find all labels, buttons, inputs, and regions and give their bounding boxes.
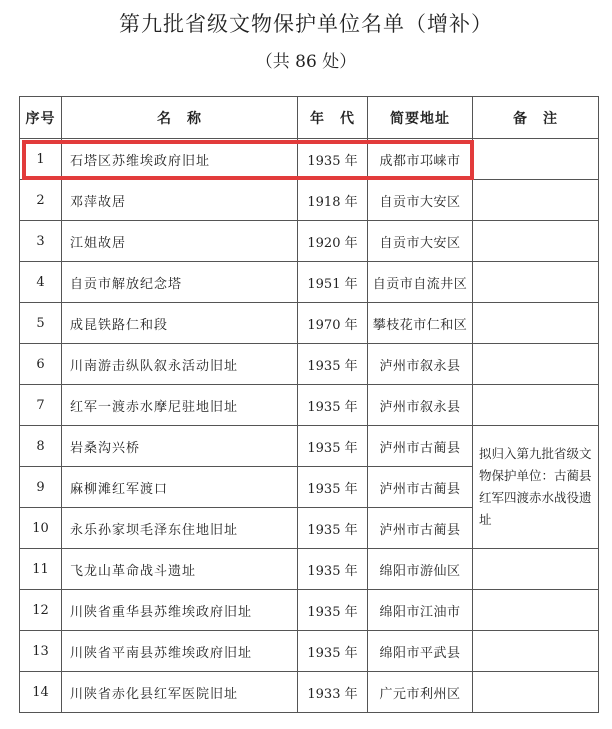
table-row bbox=[20, 590, 599, 631]
cell-no: 11 bbox=[20, 549, 62, 590]
cell-address: 泸州市古蔺县 bbox=[368, 467, 473, 508]
cell-name: 岩桑沟兴桥 bbox=[62, 426, 298, 467]
cell-year: 1935 年 bbox=[298, 344, 368, 385]
table-row bbox=[20, 631, 599, 672]
cell-address: 绵阳市江油市 bbox=[368, 590, 473, 631]
cell-year: 1935 年 bbox=[298, 590, 368, 631]
cell-no: 6 bbox=[20, 344, 62, 385]
header-year: 年 代 bbox=[298, 97, 368, 139]
cell-address: 攀枝花市仁和区 bbox=[368, 303, 473, 344]
header-address: 简要地址 bbox=[368, 97, 473, 139]
table-row bbox=[20, 139, 599, 180]
cell-address: 泸州市叙永县 bbox=[368, 344, 473, 385]
cell-name: 川陕省赤化县红军医院旧址 bbox=[62, 672, 298, 713]
table-row bbox=[20, 549, 599, 590]
cell-name: 川陕省重华县苏维埃政府旧址 bbox=[62, 590, 298, 631]
cell-year: 1935 年 bbox=[298, 549, 368, 590]
cell-address: 绵阳市平武县 bbox=[368, 631, 473, 672]
cell-address: 广元市利州区 bbox=[368, 672, 473, 713]
cell-no: 3 bbox=[20, 221, 62, 262]
cell-note bbox=[473, 262, 599, 303]
cell-no: 2 bbox=[20, 180, 62, 221]
cell-note bbox=[473, 385, 599, 426]
heritage-table bbox=[19, 96, 599, 713]
cell-name: 成昆铁路仁和段 bbox=[62, 303, 298, 344]
cell-address: 成都市邛崃市 bbox=[368, 139, 473, 180]
cell-address: 自贡市自流井区 bbox=[368, 262, 473, 303]
document-subtitle: （共 86 处） bbox=[255, 52, 357, 72]
cell-name: 石塔区苏维埃政府旧址 bbox=[62, 139, 298, 180]
cell-address: 自贡市大安区 bbox=[368, 221, 473, 262]
cell-no: 10 bbox=[20, 508, 62, 549]
cell-address: 泸州市叙永县 bbox=[368, 385, 473, 426]
cell-no: 14 bbox=[20, 672, 62, 713]
cell-no: 9 bbox=[20, 467, 62, 508]
cell-name: 川南游击纵队叙永活动旧址 bbox=[62, 344, 298, 385]
cell-address: 绵阳市游仙区 bbox=[368, 549, 473, 590]
cell-note bbox=[473, 139, 599, 180]
cell-name: 自贡市解放纪念塔 bbox=[62, 262, 298, 303]
cell-year: 1935 年 bbox=[298, 631, 368, 672]
cell-note bbox=[473, 221, 599, 262]
cell-note bbox=[473, 590, 599, 631]
cell-no: 7 bbox=[20, 385, 62, 426]
cell-name: 红军一渡赤水摩尼驻地旧址 bbox=[62, 385, 298, 426]
cell-note bbox=[473, 672, 599, 713]
cell-year: 1933 年 bbox=[298, 672, 368, 713]
cell-year: 1935 年 bbox=[298, 139, 368, 180]
cell-no: 13 bbox=[20, 631, 62, 672]
cell-name: 邓萍故居 bbox=[62, 180, 298, 221]
cell-note bbox=[473, 180, 599, 221]
cell-note bbox=[473, 303, 599, 344]
cell-no: 4 bbox=[20, 262, 62, 303]
table-row bbox=[20, 426, 599, 467]
cell-address: 泸州市古蔺县 bbox=[368, 426, 473, 467]
cell-year: 1951 年 bbox=[298, 262, 368, 303]
cell-name: 麻柳滩红军渡口 bbox=[62, 467, 298, 508]
cell-note bbox=[473, 631, 599, 672]
table-row bbox=[20, 180, 599, 221]
table-row bbox=[20, 344, 599, 385]
cell-year: 1935 年 bbox=[298, 426, 368, 467]
table-row bbox=[20, 221, 599, 262]
cell-note bbox=[473, 344, 599, 385]
cell-name: 江姐故居 bbox=[62, 221, 298, 262]
table-row bbox=[20, 262, 599, 303]
cell-year: 1935 年 bbox=[298, 385, 368, 426]
header-name: 名 称 bbox=[62, 97, 298, 139]
cell-address: 自贡市大安区 bbox=[368, 180, 473, 221]
table-row bbox=[20, 672, 599, 713]
table-header-row bbox=[20, 97, 599, 139]
cell-no: 12 bbox=[20, 590, 62, 631]
cell-no: 1 bbox=[20, 139, 62, 180]
cell-name: 川陕省平南县苏维埃政府旧址 bbox=[62, 631, 298, 672]
header-note: 备 注 bbox=[473, 97, 599, 139]
cell-no: 5 bbox=[20, 303, 62, 344]
table-row bbox=[20, 303, 599, 344]
cell-year: 1935 年 bbox=[298, 467, 368, 508]
cell-year: 1918 年 bbox=[298, 180, 368, 221]
cell-name: 永乐孙家坝毛泽东住地旧址 bbox=[62, 508, 298, 549]
header-no: 序号 bbox=[20, 97, 62, 139]
cell-year: 1920 年 bbox=[298, 221, 368, 262]
cell-note bbox=[473, 549, 599, 590]
cell-no: 8 bbox=[20, 426, 62, 467]
cell-name: 飞龙山革命战斗遗址 bbox=[62, 549, 298, 590]
cell-year: 1970 年 bbox=[298, 303, 368, 344]
table-row bbox=[20, 385, 599, 426]
cell-address: 泸州市古蔺县 bbox=[368, 508, 473, 549]
merged-note-cell: 拟归入第九批省级文物保护单位：古蔺县红军四渡赤水战役遗址 bbox=[473, 426, 599, 549]
document-title: 第九批省级文物保护单位名单（增补） bbox=[119, 12, 493, 36]
cell-year: 1935 年 bbox=[298, 508, 368, 549]
